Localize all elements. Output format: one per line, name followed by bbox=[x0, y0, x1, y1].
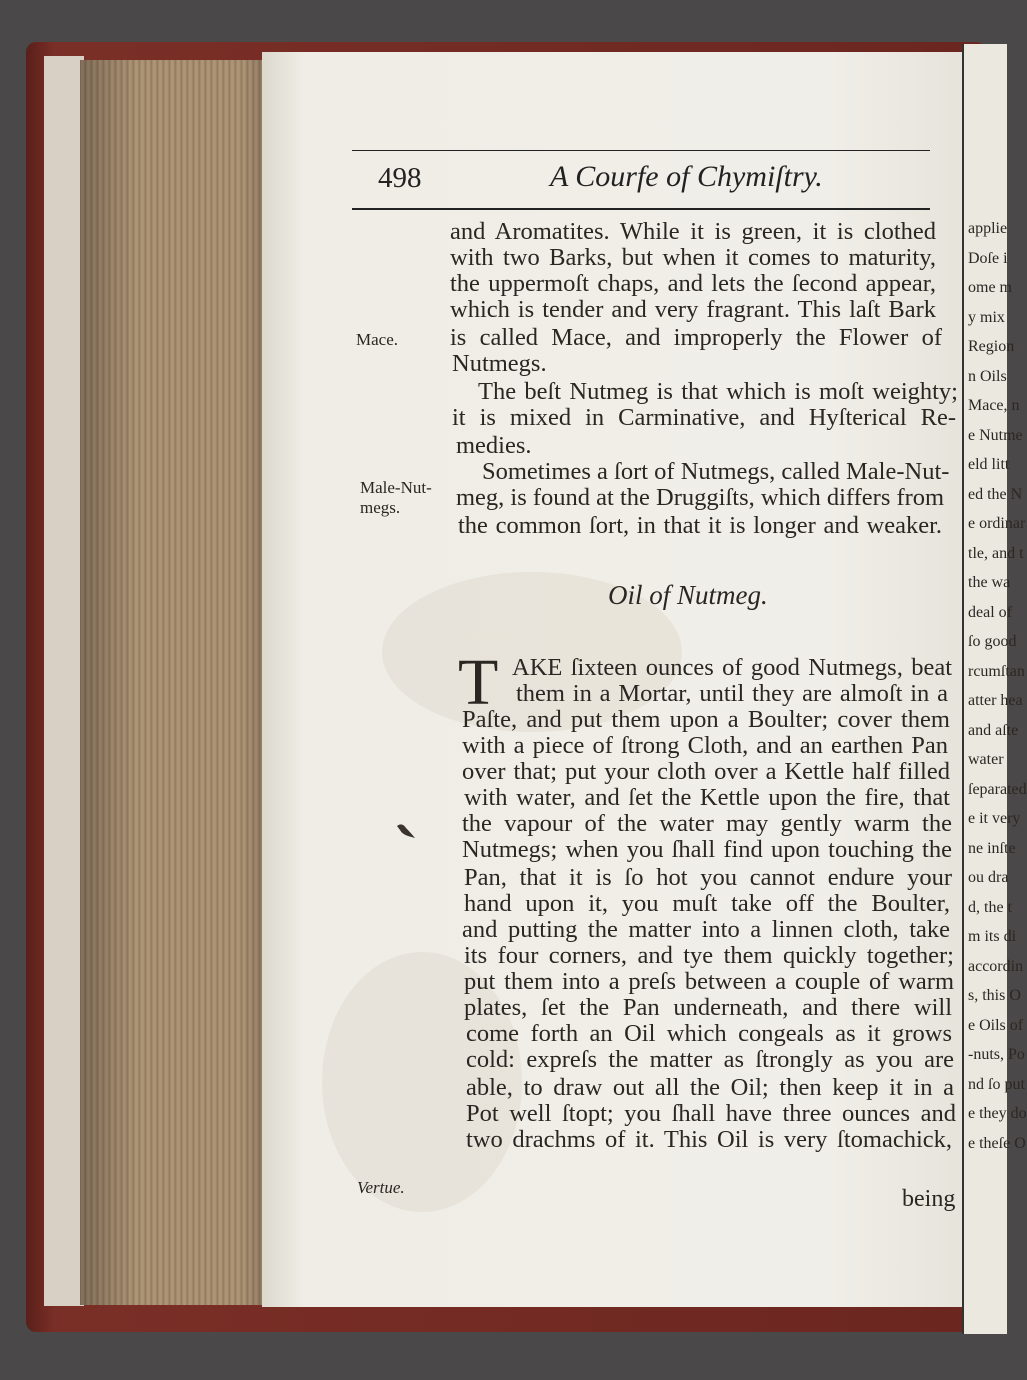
text-line: two drachms of it. This Oil is very ſtomachick, bbox=[466, 1126, 952, 1153]
header-rule-bottom bbox=[352, 208, 930, 210]
facing-page-text-fragment: e they do bbox=[968, 1105, 1027, 1122]
facing-page-text-fragment: ne inſte bbox=[968, 839, 1016, 857]
text-line: Nutmegs. bbox=[452, 350, 547, 377]
facing-page-text-fragment: rcumſtan bbox=[968, 662, 1025, 680]
margin-note-male-nutmegs: Male-Nut- bbox=[360, 478, 432, 497]
text-line: AKE ſixteen ounces of good Nutmegs, beat bbox=[512, 654, 952, 681]
facing-page-text-fragment: the wa bbox=[968, 574, 1011, 591]
catchword: being bbox=[902, 1186, 956, 1212]
text-line: the common ſort, in that it is longer and weaker. bbox=[458, 512, 942, 539]
margin-note-vertue: Vertue. bbox=[357, 1178, 405, 1197]
text-line: able, to draw out all the Oil; then keep it in a bbox=[466, 1074, 954, 1101]
text-line: Nutmegs; when you ſhall find upon touching the bbox=[462, 836, 952, 863]
facing-page-text-fragment: nd ſo put bbox=[968, 1075, 1025, 1093]
text-line: Pot well ſtopt; you ſhall have three ounces and bbox=[466, 1100, 956, 1127]
text-line: come forth an Oil which congeals as it grows bbox=[466, 1020, 952, 1047]
ink-blot-icon bbox=[396, 822, 416, 840]
facing-page-text-fragment: deal of bbox=[968, 603, 1012, 621]
endpaper bbox=[44, 56, 84, 1306]
facing-page-text-fragment: ou dra bbox=[968, 869, 1009, 886]
text-line: The beſt Nutmeg is that which is moſt weighty; bbox=[478, 378, 958, 405]
facing-page-text-fragment: -nuts, Po bbox=[968, 1046, 1025, 1063]
facing-page-text-fragment: y mix bbox=[968, 308, 1005, 326]
text-line: Sometimes a ſort of Nutmegs, called Male-Nut- bbox=[482, 458, 950, 485]
text-line: meg, is found at the Druggiſts, which differs from bbox=[456, 484, 945, 511]
facing-page-text-fragment: s, this O bbox=[968, 987, 1021, 1004]
facing-page-text-fragment: e Oils of bbox=[968, 1016, 1024, 1034]
facing-page-text-fragment: ſeparated bbox=[968, 780, 1027, 798]
text-line: and putting the matter into a linnen cloth, take bbox=[462, 916, 950, 943]
text-line: cold: expreſs the matter as ſtrongly as you are bbox=[466, 1046, 954, 1073]
facing-page-text-fragment: and aſte bbox=[968, 721, 1019, 739]
facing-page-text-fragment: Doſe i bbox=[968, 249, 1008, 267]
facing-page-text-fragment: e theſe O bbox=[968, 1134, 1026, 1152]
facing-page-text-fragment: ome m bbox=[968, 279, 1012, 296]
page-block-shadow bbox=[80, 60, 270, 1305]
facing-page-text-fragment: eld litt bbox=[968, 456, 1010, 473]
facing-page-text-fragment: e it very bbox=[968, 810, 1021, 827]
facing-page-fragment bbox=[962, 44, 1027, 1334]
facing-page-text-fragment: tle, and t bbox=[968, 544, 1024, 562]
header-rule-top bbox=[352, 150, 930, 151]
margin-note-male-nutmegs-cont: megs. bbox=[360, 498, 401, 517]
drop-cap: T bbox=[458, 646, 499, 719]
text-line: the uppermoſt chaps, and lets the ſecond appear, bbox=[450, 270, 936, 297]
text-line: Pan, that it is ſo hot you cannot endure your bbox=[464, 864, 952, 891]
facing-page-text-fragment: water bbox=[968, 751, 1004, 768]
text-line: them in a Mortar, until they are almoſt in a bbox=[516, 680, 948, 707]
facing-page-text-fragment: m its di bbox=[968, 928, 1017, 945]
margin-note-mace: Mace. bbox=[356, 330, 399, 349]
text-line: with a piece of ſtrong Cloth, and an earthen Pan bbox=[462, 732, 948, 759]
text-line: with two Barks, but when it comes to maturity, bbox=[450, 244, 936, 271]
facing-page-text-fragment: n Oils bbox=[968, 367, 1007, 385]
text-line: its four corners, and tye them quickly together; bbox=[464, 942, 954, 969]
text-line: and Aromatites. While it is green, it is clothed bbox=[450, 218, 936, 245]
facing-page-text-fragment: e ordinar bbox=[968, 515, 1026, 532]
facing-page-text-fragment: ed the N bbox=[968, 485, 1023, 503]
text-line: plates, ſet the Pan underneath, and there will bbox=[464, 994, 952, 1021]
facing-page-text-fragment: atter hea bbox=[968, 692, 1023, 709]
text-line: which is tender and very fragrant. This laſt Bark bbox=[450, 296, 936, 323]
facing-page-text-fragment: Mace, n bbox=[968, 397, 1020, 414]
text-line: medies. bbox=[456, 432, 532, 459]
text-line: hand upon it, you muſt take off the Boulter, bbox=[464, 890, 950, 917]
text-line: is called Mace, and improperly the Flower of bbox=[450, 324, 942, 351]
running-title: A Courfe of Chymiſtry. bbox=[550, 160, 823, 193]
text-line: over that; put your cloth over a Kettle half filled bbox=[462, 758, 950, 785]
facing-page-text-fragment: ſo good bbox=[968, 633, 1017, 650]
facing-page-text-fragment: d, the t bbox=[968, 898, 1012, 916]
facing-page-text-fragment: applie bbox=[968, 220, 1008, 237]
text-line: with water, and ſet the Kettle upon the fire, that bbox=[464, 784, 950, 811]
facing-page-text-fragment: e Nutme bbox=[968, 426, 1023, 444]
facing-page-text-fragment: accordin bbox=[968, 957, 1024, 975]
text-line: put them into a preſs between a couple of warm bbox=[464, 968, 954, 995]
section-heading: Oil of Nutmeg. bbox=[608, 580, 768, 610]
text-line: the vapour of the water may gently warm the bbox=[462, 810, 952, 837]
text-line: Paſte, and put them upon a Boulter; cover them bbox=[462, 706, 950, 733]
page-number: 498 bbox=[378, 162, 422, 194]
text-line: it is mixed in Carminative, and Hyſterical Re- bbox=[452, 404, 956, 431]
facing-page-text-fragment: Region bbox=[968, 338, 1015, 355]
